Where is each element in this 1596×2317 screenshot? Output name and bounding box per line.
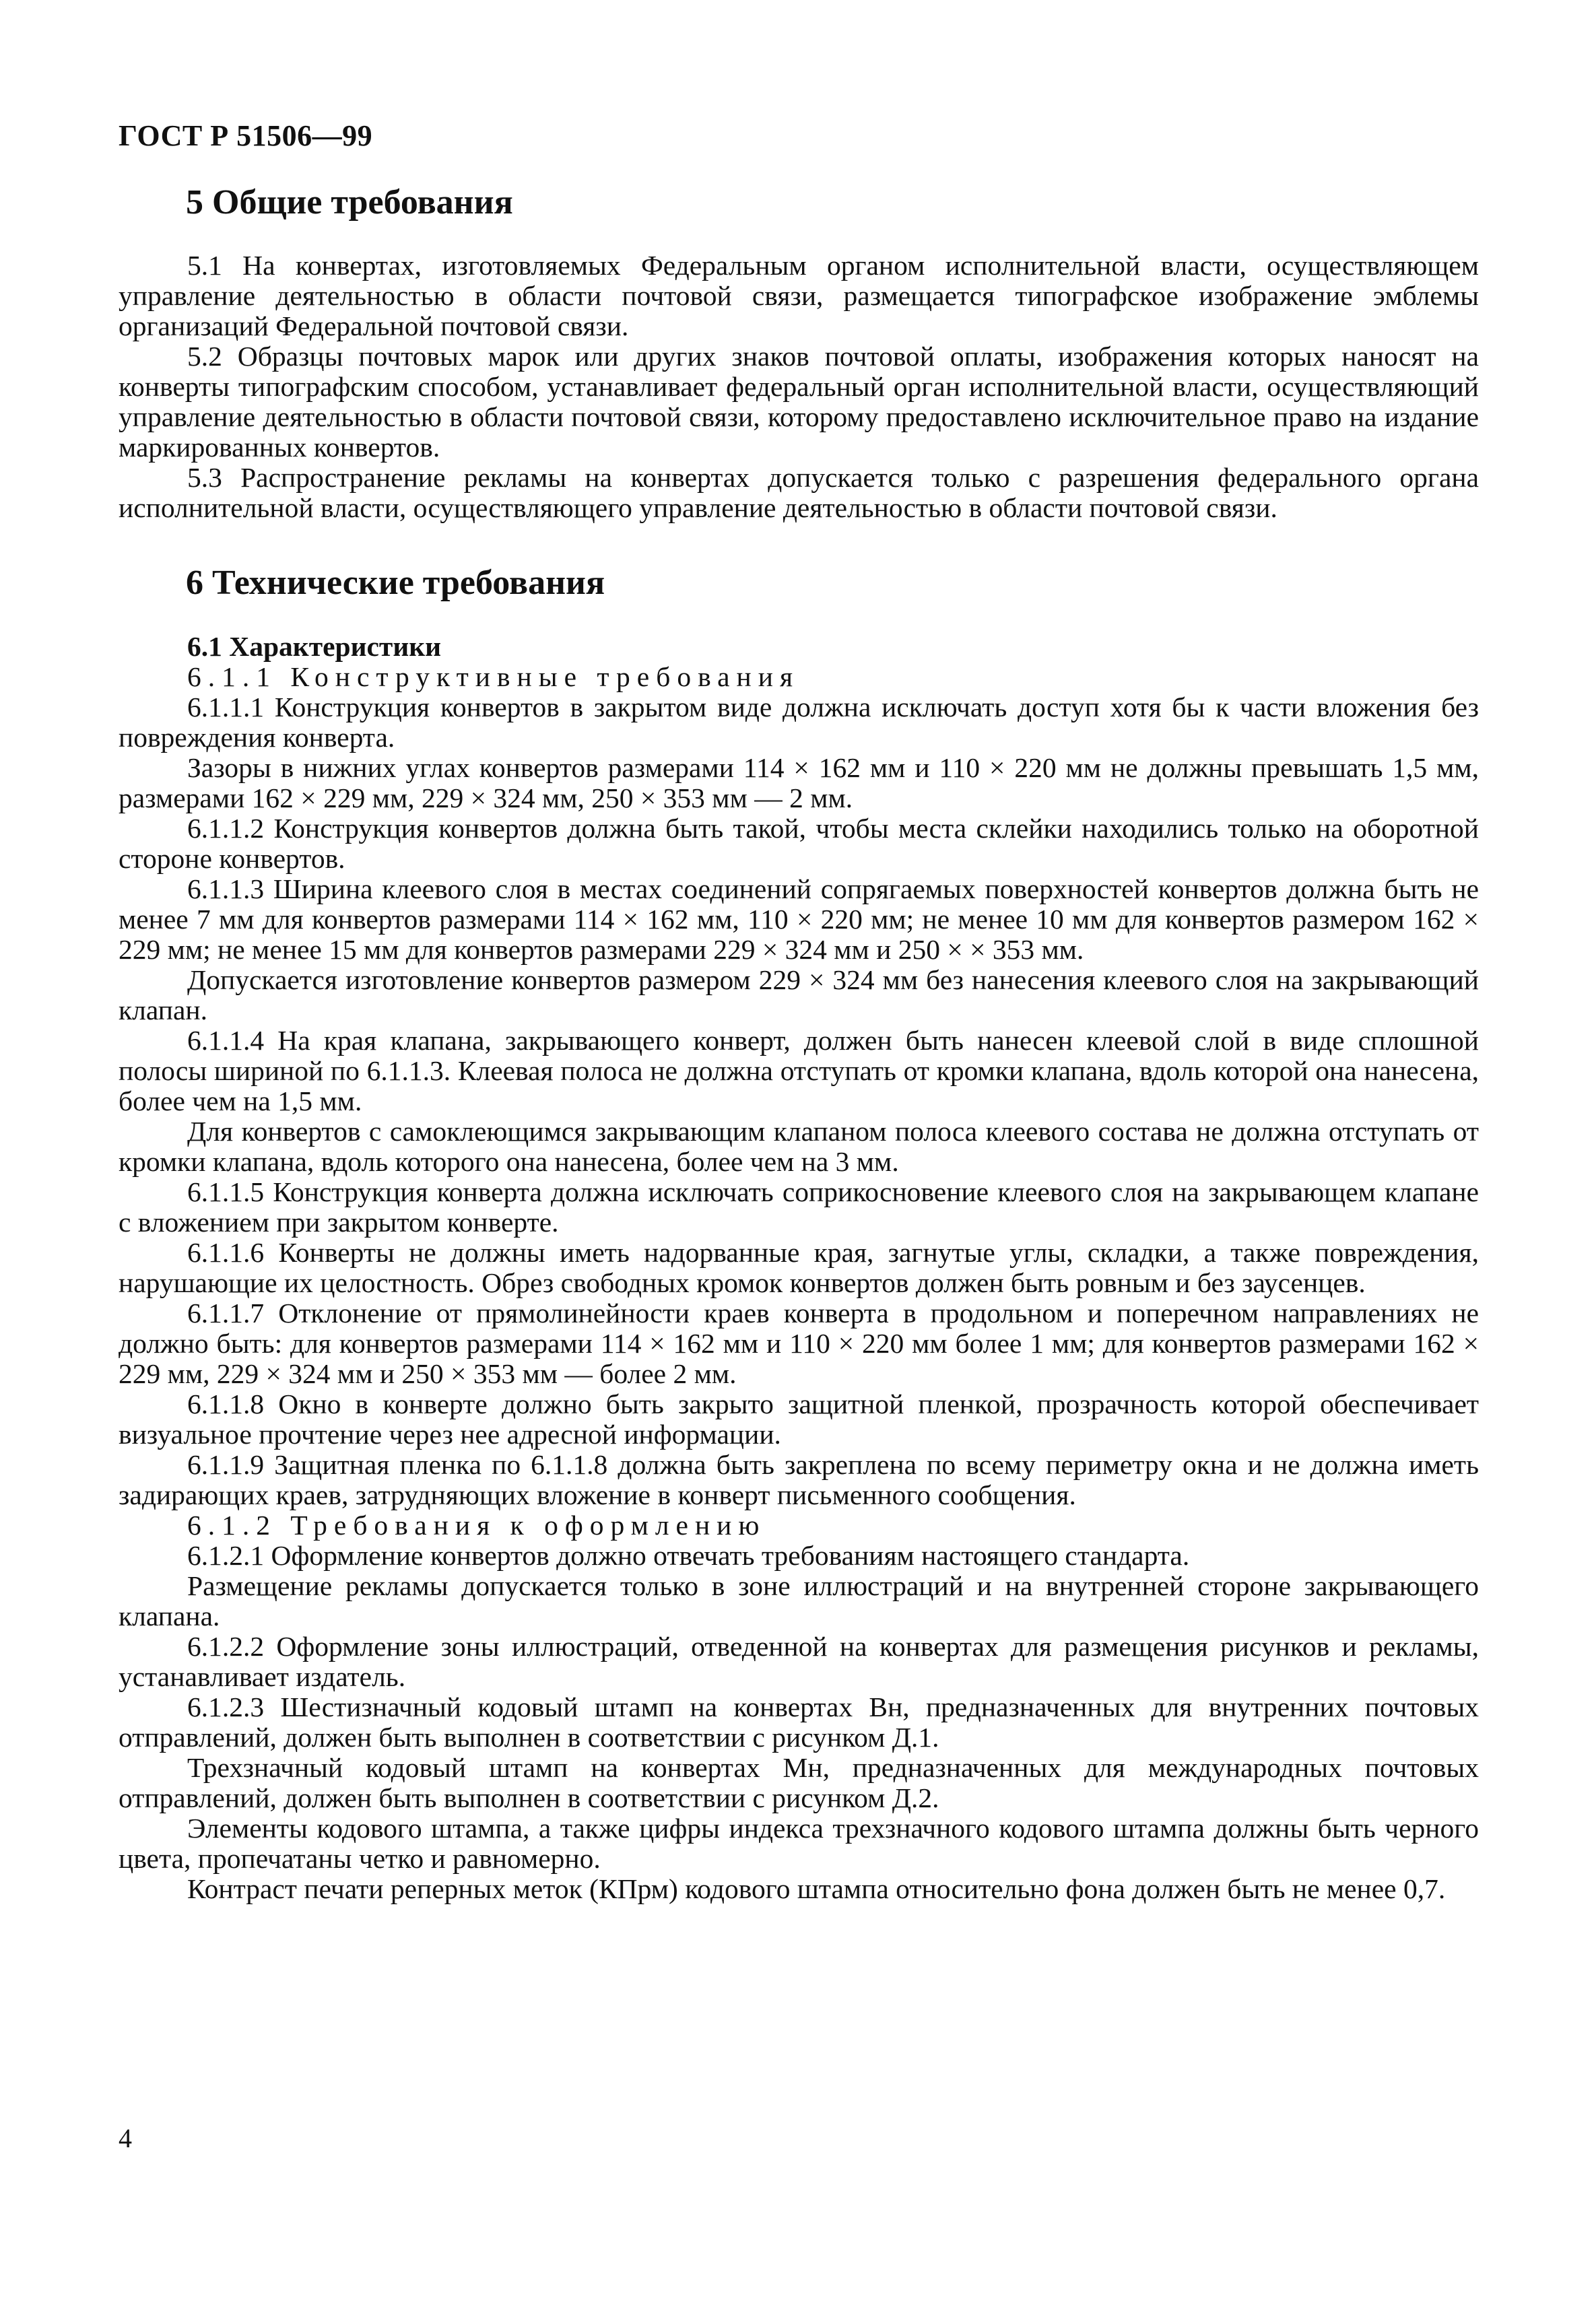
page-number: 4 <box>119 2123 132 2153</box>
paragraph-6-1-2-2: 6.1.2.2 Оформление зоны иллюстраций, отведенной на конвертах для размещения рисунков и рекламы, устанавливает издатель. <box>119 1630 1479 1692</box>
paragraph-6-1-1-7: 6.1.1.7 Отклонение от прямолинейности краев конверта в продольном и поперечном направлениях не должно быть: для конвертов размерами 114 × 162 мм и 110 × 220 мм более 1 мм; для конвертов размерами 162 × 229 мм, 229 × 324 мм и 250 × 353 мм — более 2 мм. <box>119 1297 1479 1389</box>
paragraph-6-1-1-5: 6.1.1.5 Конструкция конверта должна исключать соприкосновение клеевого слоя на закрывающем клапане с вложением при закрытом конверте. <box>119 1176 1479 1238</box>
paragraph-three-digit: Трехзначный кодовый штамп на конвертах Мн, предназначенных для международных почтовых отправлений, должен быть выполнен в соответствии с рисунком Д.2. <box>119 1751 1479 1813</box>
paragraph-allowed: Допускается изготовление конвертов размером 229 × 324 мм без нанесения клеевого слоя на закрывающий клапан. <box>119 964 1479 1026</box>
heading-6-1-2: 6.1.2 Требования к оформлению <box>187 1509 766 1541</box>
paragraph-6-1-1-3: 6.1.1.3 Ширина клеевого слоя в местах соединений сопрягаемых поверхностей конвертов должна быть не менее 7 мм для конвертов размерами 114 × 162 мм, 110 × 220 мм; не менее 10 мм для конвертов размером 162 × 229 мм; не менее 15 мм для конвертов размерами 229 × 324 мм и 250 × × 353 мм. <box>119 873 1479 965</box>
paragraph-5-1: 5.1 На конвертах, изготовляемых Федеральным органом исполнительной власти, осуществляющем управление деятельностью в области почтовой связи, размещается типографское изображение эмблемы организаций Федеральной почтовой связи. <box>119 250 1479 342</box>
paragraph-5-2: 5.2 Образцы почтовых марок или других знаков почтовой оплаты, изображения которых наносят на конверты типографским способом, устанавливает федеральный орган исполнительной власти, осуществляющий управление деятельностью в области почтовой связи, которому предоставлено исключительное право на издание маркированных конвертов. <box>119 341 1479 463</box>
paragraph-self-seal: Для конвертов с самоклеющимся закрывающим клапаном полоса клеевого состава не должна отступать от кромки клапана, вдоль которого она нанесена, более чем на 3 мм. <box>119 1115 1479 1177</box>
paragraph-gaps: Зазоры в нижних углах конвертов размерами 114 × 162 мм и 110 × 220 мм не должны превышать 1,5 мм, размерами 162 × 229 мм, 229 × 324 мм, 250 × 353 мм — 2 мм. <box>119 751 1479 813</box>
paragraph-6-1-2-1: 6.1.2.1 Оформление конвертов должно отвечать требованиям настоящего стандарта. <box>187 1539 1190 1571</box>
heading-6-1-1: 6.1.1 Конструктивные требования <box>187 661 800 692</box>
paragraph-contrast: Контраст печати реперных меток (КПрм) кодового штампа относительно фона должен быть не менее 0,7. <box>187 1873 1446 1904</box>
paragraph-ads: Размещение рекламы допускается только в зоне иллюстраций и на внутренней стороне закрывающего клапана. <box>119 1570 1479 1632</box>
section-6-title: 6 Технические требования <box>186 564 605 603</box>
paragraph-elements: Элементы кодового штампа, а также цифры индекса трехзначного кодового штампа должны быть черного цвета, пропечатаны четко и равномерно. <box>119 1812 1479 1874</box>
paragraph-6-1-1-8: 6.1.1.8 Окно в конверте должно быть закрыто защитной пленкой, прозрачность которой обеспечивает визуальное прочтение через нее адресной информации. <box>119 1388 1479 1450</box>
paragraph-6-1-1-6: 6.1.1.6 Конверты не должны иметь надорванные края, загнутые углы, складки, а также повреждения, нарушающие их целостность. Обрез свободных кромок конвертов должен быть ровным и без заусенцев. <box>119 1236 1479 1298</box>
paragraph-6-1-1-4: 6.1.1.4 На края клапана, закрывающего конверт, должен быть нанесен клеевой слой в виде сплошной полосы шириной по 6.1.1.3. Клеевая полоса не должна отступать от кромки клапана, вдоль которой она нанесена, более чем на 1,5 мм. <box>119 1024 1479 1116</box>
section-5-title: 5 Общие требования <box>186 183 513 222</box>
paragraph-5-3: 5.3 Распространение рекламы на конвертах допускается только с разрешения федерального органа исполнительной власти, осуществляющего управление деятельностью в области почтовой связи. <box>119 462 1479 524</box>
paragraph-6-1-2-3: 6.1.2.3 Шестизначный кодовый штамп на конвертах Вн, предназначенных для внутренних почтовых отправлений, должен быть выполнен в соответствии с рисунком Д.1. <box>119 1691 1479 1753</box>
paragraph-6-1-1-2: 6.1.1.2 Конструкция конвертов должна быть такой, чтобы места склейки находились только на оборотной стороне конвертов. <box>119 812 1479 874</box>
heading-6-1: 6.1 Характеристики <box>187 630 442 662</box>
paragraph-6-1-1-9: 6.1.1.9 Защитная пленка по 6.1.1.8 должна быть закреплена по всему периметру окна и не должна иметь задирающих краев, затрудняющих вложение в конверт письменного сообщения. <box>119 1448 1479 1510</box>
document-body <box>119 182 1479 1904</box>
paragraph-6-1-1-1: 6.1.1.1 Конструкция конвертов в закрытом виде должна исключать доступ хотя бы к части вложения без повреждения конверта. <box>119 691 1479 753</box>
document-header: ГОСТ Р 51506—99 <box>119 119 373 152</box>
